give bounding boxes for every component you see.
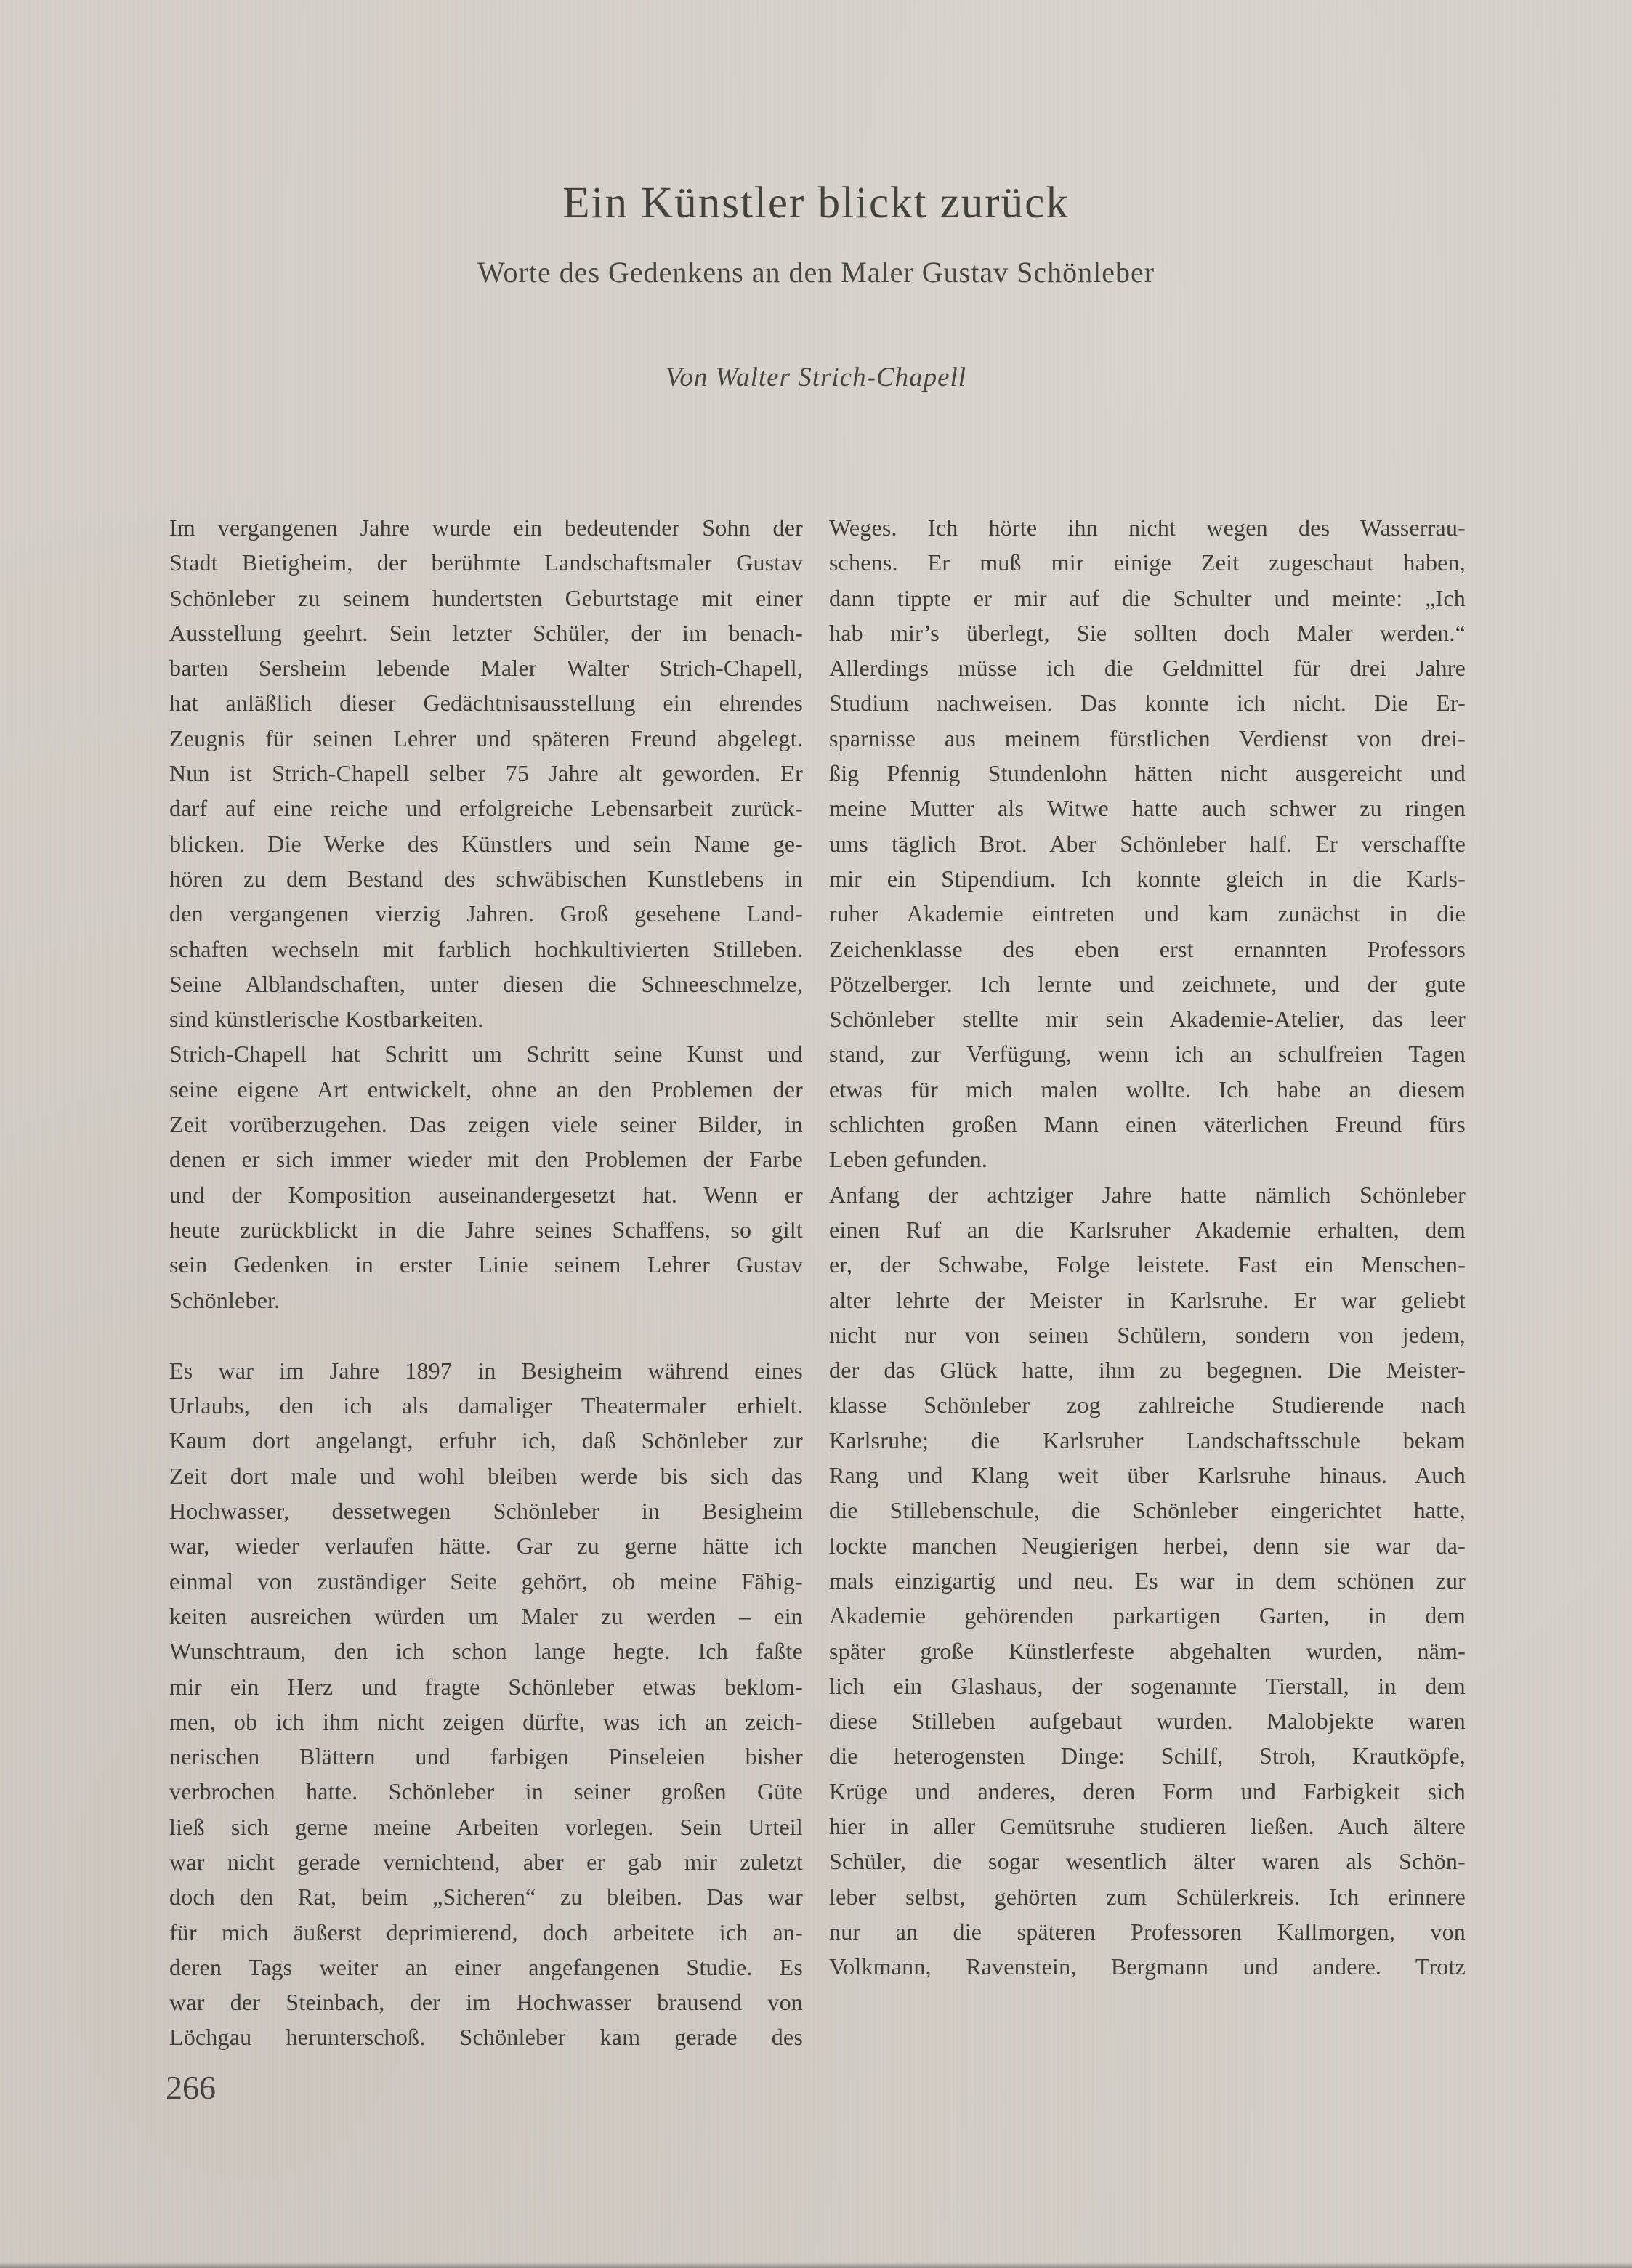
text-line: hören zu dem Bestand des schwäbischen Kunstlebens in xyxy=(169,865,803,892)
text-line: Akademie gehörenden parkartigen Garten, in dem xyxy=(829,1602,1466,1629)
text-line: Karlsruhe; die Karlsruher Landschaftsschule bekam xyxy=(829,1426,1466,1453)
text-line: alter lehrte der Meister in Karlsruhe. Er war geliebt xyxy=(829,1286,1466,1313)
text-line: Zeugnis für seinen Lehrer und späteren Freund abgelegt. xyxy=(169,725,803,751)
text-line: schaften wechseln mit farblich hochkultivierten Stilleben. xyxy=(169,935,803,962)
text-line: ßig Pfennig Stundenlohn hätten nicht ausgereicht und xyxy=(829,760,1466,787)
paragraph xyxy=(169,510,803,1036)
text-line: er, der Schwabe, Folge leistete. Fast ein Menschen- xyxy=(829,1251,1466,1278)
text-line: sind künstlerische Kostbarkeiten. xyxy=(169,1006,484,1033)
text-line: heute zurückblickt in die Jahre seines Schaffens, so gilt xyxy=(169,1216,803,1243)
text-line: den vergangenen vierzig Jahren. Groß gesehene Land- xyxy=(169,900,803,927)
text-line: später große Künstlerfeste abgehalten wurden, näm- xyxy=(829,1637,1466,1664)
text-line: barten Sersheim lebende Maler Walter Strich-Chapell, xyxy=(169,655,803,682)
text-line: Im vergangenen Jahre wurde ein bedeutender Sohn der xyxy=(169,514,803,541)
paragraph xyxy=(169,1036,803,1317)
text-line: nerischen Blättern und farbigen Pinseleien bisher xyxy=(169,1743,803,1770)
text-line: die heterogensten Dinge: Schilf, Stroh, Krautköpfe, xyxy=(829,1743,1466,1769)
article-byline: Von Walter Strich-Chapell xyxy=(665,363,967,392)
text-line: Seine Alblandschaften, unter diesen die Schneeschmelze, xyxy=(169,970,803,997)
text-line: nur an die späteren Professoren Kallmorgen, von xyxy=(829,1918,1466,1945)
text-line: Anfang der achtziger Jahre hatte nämlich Schönleber xyxy=(829,1181,1466,1208)
text-line: mir ein Herz und fragte Schönleber etwas beklom- xyxy=(169,1673,803,1700)
text-line: verbrochen hatte. Schönleber in seiner großen Güte xyxy=(169,1778,803,1805)
text-line: einmal von zuständiger Seite gehört, ob meine Fähig- xyxy=(169,1567,803,1594)
text-line: Leben gefunden. xyxy=(829,1146,988,1173)
text-line: lockte manchen Neugierigen herbei, denn sie war da- xyxy=(829,1532,1466,1559)
text-line: ließ sich gerne meine Arbeiten vorlegen. Sein Urteil xyxy=(169,1813,803,1840)
text-line: blicken. Die Werke des Künstlers und sein Name ge- xyxy=(169,830,803,857)
text-line: Schönleber stellte mir sein Akademie-Atelier, das leer xyxy=(829,1006,1466,1033)
text-line: Kaum dort angelangt, erfuhr ich, daß Schönleber zur xyxy=(169,1427,803,1454)
text-line: für mich äußerst deprimierend, doch arbeitete ich an- xyxy=(169,1918,803,1945)
text-line: keiten ausreichen würden um Maler zu werden – ein xyxy=(169,1602,803,1629)
text-line: leber selbst, gehörten zum Schülerkreis. Ich erinnere xyxy=(829,1883,1466,1910)
text-line: Schönleber. xyxy=(169,1286,280,1313)
text-line: Krüge und anderes, deren Form und Farbigkeit sich xyxy=(829,1777,1466,1804)
text-line: hab mir’s überlegt, Sie sollten doch Maler werden.“ xyxy=(829,619,1466,646)
text-line: seine eigene Art entwickelt, ohne an den Problemen der xyxy=(169,1076,803,1102)
text-line: Löchgau herunterschoß. Schönleber kam gerade des xyxy=(169,2024,803,2051)
article-title: Ein Künstler blickt zurück xyxy=(562,178,1070,227)
text-line: deren Tags weiter an einer angefangenen Studie. Es xyxy=(169,1953,803,1980)
text-line: Weges. Ich hörte ihn nicht wegen des Wasserrau- xyxy=(829,514,1466,541)
text-line: Schönleber zu seinem hundertsten Geburtstage mit einer xyxy=(169,584,803,611)
article-subtitle: Worte des Gedenkens an den Maler Gustav Schönleber xyxy=(477,256,1155,288)
text-line: dann tippte er mir auf die Schulter und meinte: „Ich xyxy=(829,584,1466,611)
text-line: Schüler, die sogar wesentlich älter waren als Schön- xyxy=(829,1848,1466,1875)
text-line: Pötzelberger. Ich lernte und zeichnete, und der gute xyxy=(829,970,1466,997)
text-line: Zeit vorüberzugehen. Das zeigen viele seiner Bilder, in xyxy=(169,1111,803,1138)
text-line: mals einzigartig und neu. Es war in dem schönen zur xyxy=(829,1567,1466,1594)
text-line: men, ob ich ihm nicht zeigen dürfte, was ich an zeich- xyxy=(169,1708,803,1735)
text-line: war der Steinbach, der im Hochwasser brausend von xyxy=(169,1989,803,2016)
text-line: schens. Er muß mir einige Zeit zugeschaut haben, xyxy=(829,549,1466,576)
text-line: schlichten großen Mann einen väterlichen Freund fürs xyxy=(829,1111,1466,1138)
text-line: Allerdings müsse ich die Geldmittel für drei Jahre xyxy=(829,655,1466,682)
text-line: lich ein Glashaus, der sogenannte Tierstall, in dem xyxy=(829,1672,1466,1699)
text-line: hat anläßlich dieser Gedächtnisausstellung ein ehrendes xyxy=(169,690,803,717)
text-line: Studium nachweisen. Das konnte ich nicht. Die Er- xyxy=(829,690,1466,717)
text-line: war, wieder verlaufen hätte. Gar zu gerne hätte ich xyxy=(169,1533,803,1559)
paragraph xyxy=(829,510,1466,1177)
text-line: Volkmann, Ravenstein, Bergmann und andere. Trotz xyxy=(829,1953,1466,1980)
text-line: Zeit dort male und wohl bleiben werde bis sich das xyxy=(169,1462,803,1489)
text-line: ruher Akademie eintreten und kam zunächst in die xyxy=(829,900,1466,927)
text-line: Zeichenklasse des eben erst ernannten Professors xyxy=(829,935,1466,962)
paragraph xyxy=(829,1177,1466,1985)
text-line: Strich-Chapell hat Schritt um Schritt seine Kunst und xyxy=(169,1041,803,1068)
text-line: diese Stilleben aufgebaut wurden. Malobjekte waren xyxy=(829,1708,1466,1735)
text-line: Ausstellung geehrt. Sein letzter Schüler, der im benach- xyxy=(169,619,803,646)
text-line: klasse Schönleber zog zahlreiche Studierende nach xyxy=(829,1392,1466,1418)
text-line: etwas für mich malen wollte. Ich habe an diesem xyxy=(829,1076,1466,1102)
text-line: Stadt Bietigheim, der berühmte Landschaftsmaler Gustav xyxy=(169,549,803,576)
text-line: mir ein Stipendium. Ich konnte gleich in die Karls- xyxy=(829,865,1466,892)
text-line: hier in aller Gemütsruhe studieren ließen. Auch ältere xyxy=(829,1812,1466,1839)
text-line: Hochwasser, dessetwegen Schönleber in Besigheim xyxy=(169,1498,803,1525)
page-number: 266 xyxy=(166,2069,216,2106)
text-line: Wunschtraum, den ich schon lange hegte. Ich faßte xyxy=(169,1638,803,1665)
text-line: Nun ist Strich-Chapell selber 75 Jahre alt geworden. Er xyxy=(169,760,803,787)
text-line: doch den Rat, beim „Sicheren“ zu bleiben. Das war xyxy=(169,1884,803,1910)
text-line: einen Ruf an die Karlsruher Akademie erhalten, dem xyxy=(829,1216,1466,1243)
text-line: Urlaubs, den ich als damaliger Theatermaler erhielt. xyxy=(169,1392,803,1419)
text-line: darf auf eine reiche und erfolgreiche Lebensarbeit zurück- xyxy=(169,795,803,822)
text-line: Es war im Jahre 1897 in Besigheim während eines xyxy=(169,1357,803,1384)
text-line: die Stillebenschule, die Schönleber eingerichtet hatte, xyxy=(829,1497,1466,1524)
right-text-column xyxy=(829,510,1466,1984)
text-line: meine Mutter als Witwe hatte auch schwer zu ringen xyxy=(829,795,1466,822)
text-line: stand, zur Verfügung, wenn ich an schulfreien Tagen xyxy=(829,1041,1466,1068)
text-line: ums täglich Brot. Aber Schönleber half. Er verschaffte xyxy=(829,830,1466,857)
text-line: nicht nur von seinen Schülern, sondern von jedem, xyxy=(829,1321,1466,1348)
text-line: der das Glück hatte, ihm zu begegnen. Die Meister- xyxy=(829,1357,1466,1384)
text-line: sparnisse aus meinem fürstlichen Verdienst von drei- xyxy=(829,725,1466,751)
paragraph xyxy=(169,1353,803,2055)
text-line: denen er sich immer wieder mit den Problemen der Farbe xyxy=(169,1146,803,1173)
left-text-column xyxy=(169,510,803,2055)
text-line: sein Gedenken in erster Linie seinem Lehrer Gustav xyxy=(169,1251,803,1278)
text-line: war nicht gerade vernichtend, aber er gab mir zuletzt xyxy=(169,1848,803,1875)
text-line: und der Komposition auseinandergesetzt hat. Wenn er xyxy=(169,1181,803,1208)
text-line: Rang und Klang weit über Karlsruhe hinaus. Auch xyxy=(829,1462,1466,1489)
